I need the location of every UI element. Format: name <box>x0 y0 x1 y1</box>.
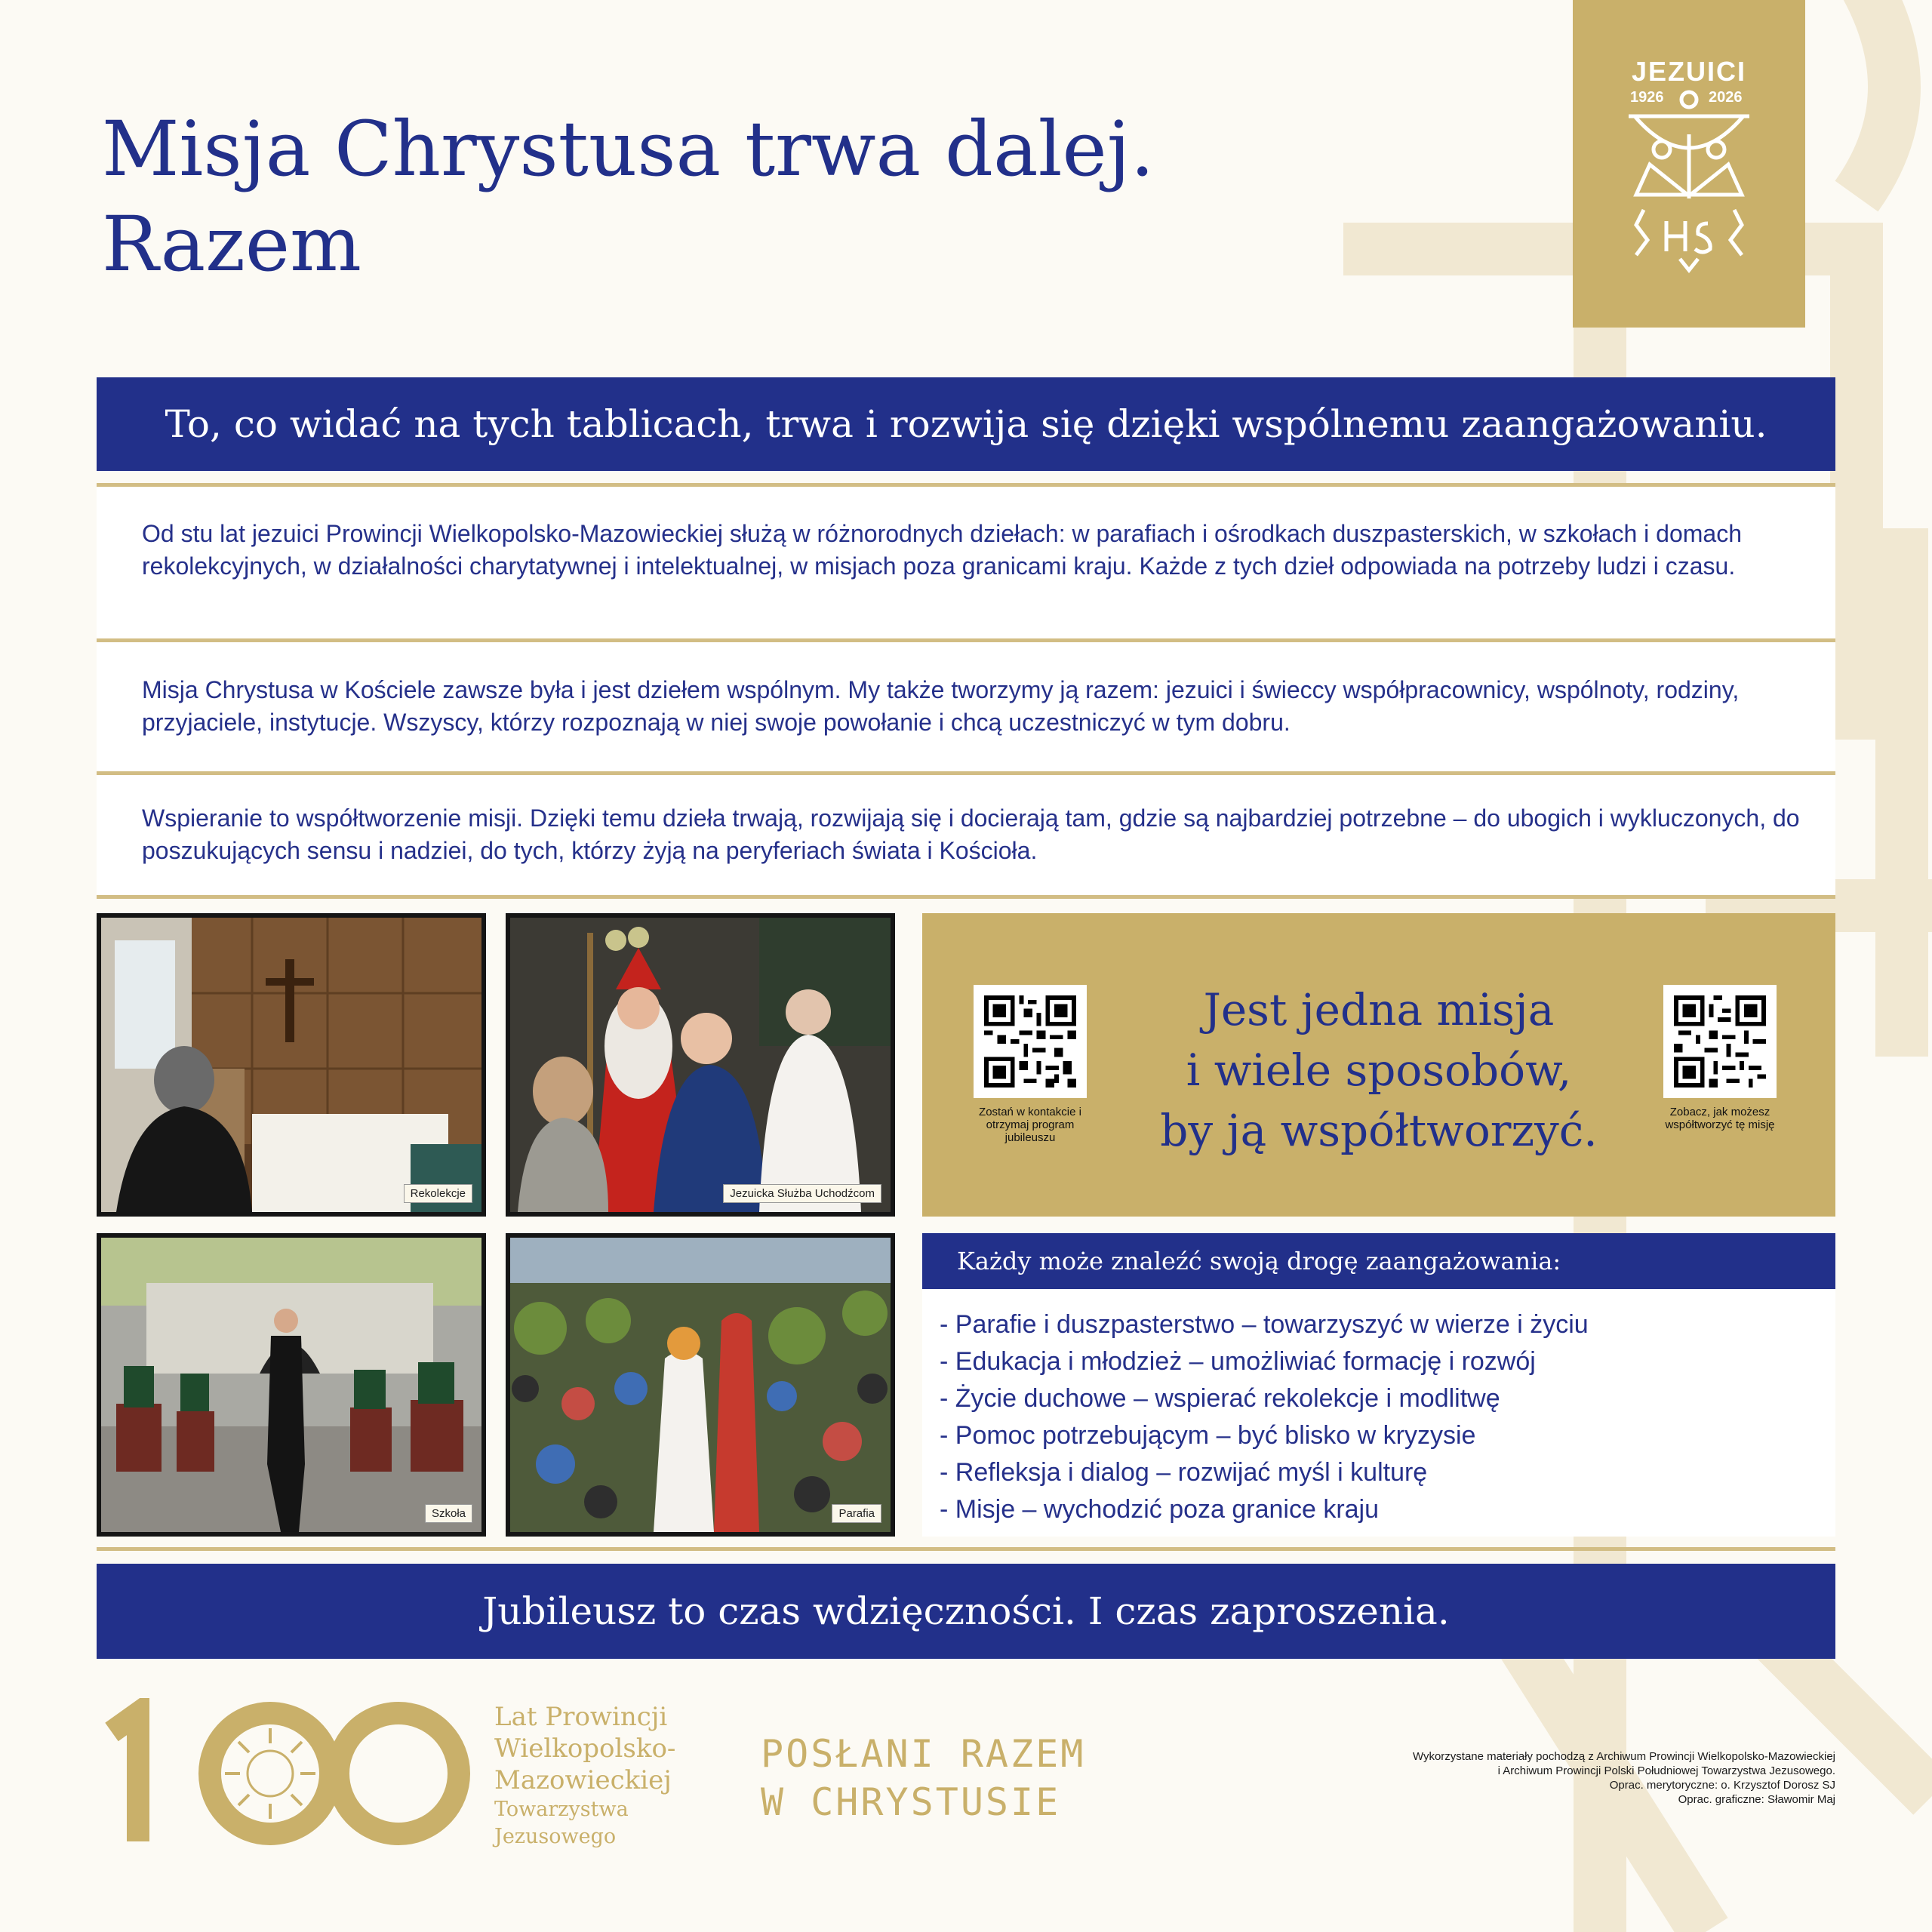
engagement-item: - Parafie i duszpasterstwo – towarzyszyć w wierze i życiu <box>940 1310 1589 1339</box>
motto-line2: W CHRYSTUSIE <box>761 1780 1061 1824</box>
bottom-banner <box>97 1564 1835 1659</box>
engagement-item: - Życie duchowe – wspierać rekolekcje i modlitwę <box>940 1384 1500 1413</box>
photo-label: Rekolekcje <box>404 1184 472 1203</box>
province-name <box>494 1701 675 1850</box>
page-title-line2: Razem <box>102 200 361 288</box>
page-title <box>102 106 1155 288</box>
engagement-item: - Edukacja i młodzież – umożliwiać formację i rozwój <box>940 1347 1536 1376</box>
province-line3: Mazowieckiej <box>494 1765 672 1795</box>
mission-line2: i wiele sposobów, <box>1186 1044 1572 1096</box>
bottom-banner-text: Jubileusz to czas wdzięczności. I czas zaproszenia. <box>482 1589 1450 1633</box>
qr-left-caption: Zostań w kontakcie i otrzymaj program jubileuszu <box>979 1106 1081 1144</box>
saint-nicholas-photo <box>510 918 891 1212</box>
credits-line: Oprac. merytoryczne: o. Krzysztof Dorosz SJ <box>1609 1779 1835 1792</box>
qr-code-right[interactable] <box>1663 985 1777 1098</box>
province-line2: Wielkopolsko- <box>494 1734 676 1764</box>
credits-line: Oprac. graficzne: Sławomir Maj <box>1678 1793 1835 1806</box>
mission-box <box>922 913 1835 1217</box>
engagement-item: - Misje – wychodzić poza granice kraju <box>940 1495 1380 1524</box>
logo-year-start: 1926 <box>1630 89 1664 106</box>
province-line1: Lat Prowincji <box>494 1702 668 1732</box>
centenary-mark-icon <box>97 1698 474 1849</box>
paragraph-3: Wspieranie to współtworzenie misji. Dzięki temu dzieła trwają, rozwijają się i docierają tam, gdzie są najbardziej potrzebne – do ubogich i wykluczonych, do poszukujących sensu i nadziei, do tych, którzy żyją na peryferiach świata i Kościoła. <box>142 804 1800 864</box>
paragraph-2: Misja Chrystusa w Kościele zawsze była i jest dziełem wspólnym. My także tworzymy ją razem: jezuici i świeccy współpracownicy, wspólnoty, rodziny, przyjaciele, instytucje. Wszyscy, którzy rozpoznają w niej swoje powołanie i chcą uczestniczyć w tym dobru. <box>142 676 1740 736</box>
motto <box>761 1730 1085 1826</box>
qr-code-icon <box>984 995 1076 1088</box>
province-line4: Towarzystwa <box>494 1798 629 1821</box>
divider <box>97 1547 1835 1551</box>
engagement-heading-bar <box>922 1233 1835 1289</box>
top-banner-text: To, co widać na tych tablicach, trwa i rozwija się dzięki wspólnemu zaangażowaniu. <box>165 402 1767 446</box>
photo-school <box>97 1233 486 1537</box>
qr-code-icon <box>1674 995 1766 1088</box>
credits-line: i Archiwum Prowincji Polski Południowej Towarzystwa Jezusowego. <box>1497 1764 1835 1777</box>
photo-label: Szkoła <box>425 1504 472 1523</box>
engagement-item: - Pomoc potrzebującym – być blisko w kryzysie <box>940 1421 1476 1450</box>
credits <box>1156 1749 1835 1807</box>
qr-right-caption: Zobacz, jak możesz współtworzyć tę misję <box>1665 1106 1775 1131</box>
parish-crowd-photo <box>510 1238 891 1532</box>
qr-code-left[interactable] <box>974 985 1087 1098</box>
logo-name: JEZUICI <box>1631 56 1747 87</box>
mission-line1: Jest jedna misja <box>1203 984 1555 1035</box>
school-photo <box>101 1238 481 1532</box>
mission-text <box>1103 980 1654 1161</box>
photo-label: Jezuicka Służba Uchodźcom <box>723 1184 881 1203</box>
credits-line: Wykorzystane materiały pochodzą z Archiwum Prowincji Wielkopolsko-Mazowieckiej <box>1412 1750 1835 1763</box>
mission-line3: by ją współtworzyć. <box>1160 1105 1598 1156</box>
engagement-item: - Refleksja i dialog – rozwijać myśl i kulturę <box>940 1458 1428 1487</box>
top-banner <box>97 377 1835 471</box>
photo-label: Parafia <box>832 1504 881 1523</box>
jezuici-jubilee-logo <box>1573 0 1805 328</box>
paragraph-1: Od stu lat jezuici Prowincji Wielkopolsko-Mazowieckiej służą w różnorodnych dziełach: w parafiach i ośrodkach duszpasterskich, w szkołach i domach rekolekcyjnych, w działalności charytatywnej i intelektualnej, w misjach poza granicami kraju. Każde z tych dzieł odpowiada na potrzeby ludzi i czasu. <box>142 520 1742 580</box>
province-line5: Jezusowego <box>494 1825 617 1848</box>
ihs-emblem-icon <box>1614 89 1764 278</box>
chapel-photo <box>101 918 481 1212</box>
photo-parish <box>506 1233 895 1537</box>
logo-year-end: 2026 <box>1709 89 1743 106</box>
engagement-heading: Każdy może znaleźć swoją drogę zaangażowania: <box>957 1247 1561 1275</box>
motto-line1: POSŁANI RAZEM <box>761 1732 1086 1776</box>
page-title-line1: Misja Chrystusa trwa dalej. <box>102 105 1155 193</box>
jubilee-100-logo <box>97 1698 474 1849</box>
photo-refugee-service <box>506 913 895 1217</box>
photo-retreat <box>97 913 486 1217</box>
divider <box>97 895 1835 899</box>
